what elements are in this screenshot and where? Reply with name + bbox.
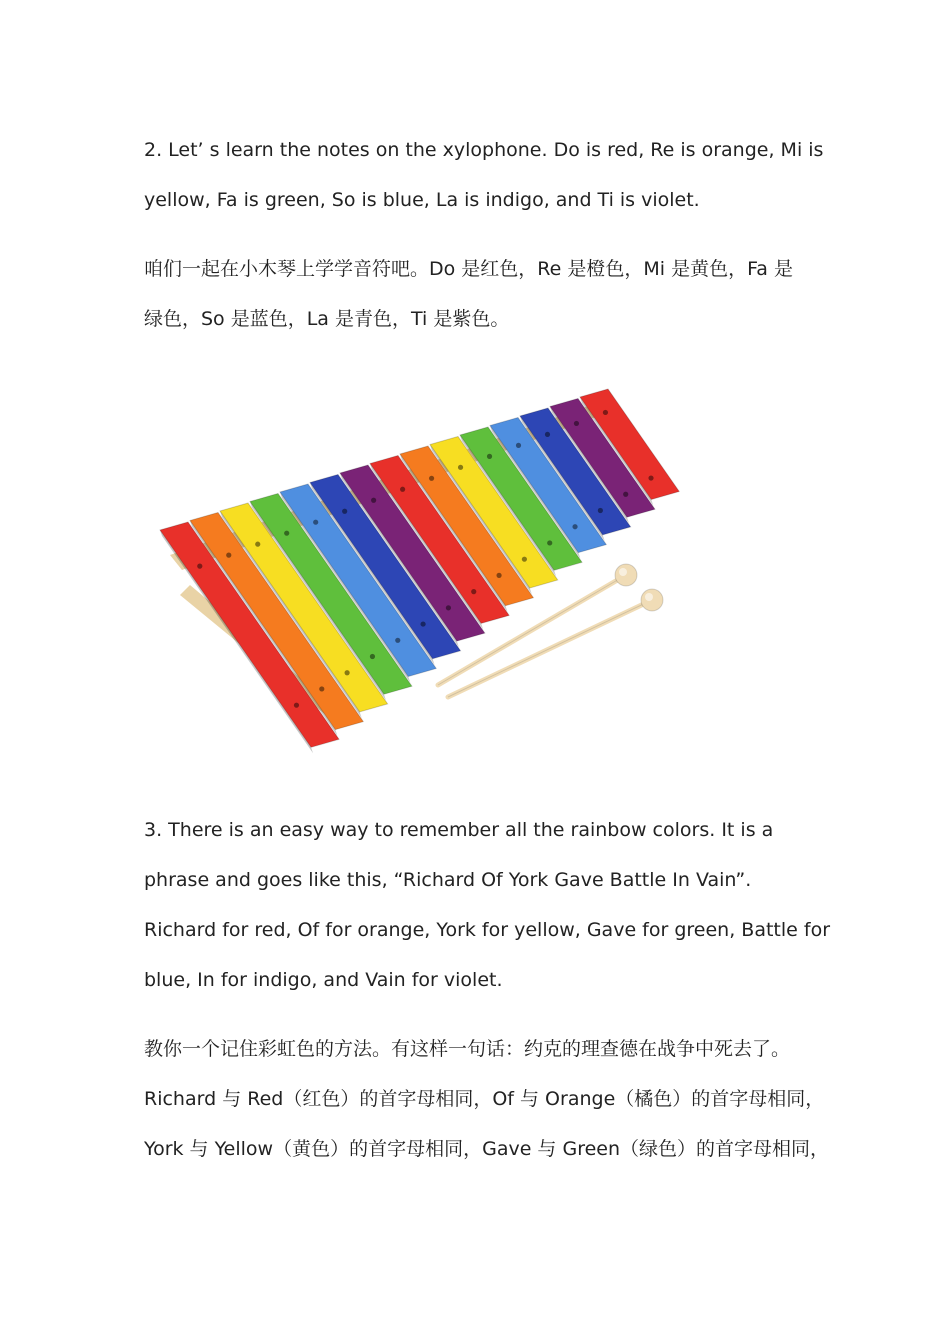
bar-hole [226,553,231,558]
bar-hole [197,564,202,569]
bar-hole [370,654,375,659]
bar-hole [345,670,350,675]
bar-hole [471,589,476,594]
bar-hole [395,638,400,643]
bar-hole [603,410,608,415]
bar-hole [294,703,299,708]
bar-hole [429,476,434,481]
section3-en-line-3: Richard for red, Of for orange, York for yellow, Gave for green, Battle for [144,919,831,941]
section3-zh-line-1: 教你一个记住彩虹色的方法。有这样一句话：约克的理查德在战争中死去了。 [144,1038,791,1060]
bar-hole [623,492,628,497]
bar-hole [342,509,347,514]
bar-hole [574,421,579,426]
section3-zh-line-2: Richard 与 Red（红色）的首字母相同，Of 与 Orange（橘色）的首字母相同， [144,1088,825,1110]
bar-hole [648,475,653,480]
section3-en-line-1: 3. There is an easy way to remember all the rainbow colors. It is a [144,819,774,841]
bar-hole [545,432,550,437]
section3-zh-line-3: York 与 Yellow（黄色）的首字母相同，Gave 与 Green（绿色）的首字母相同， [144,1138,830,1160]
section3-en-line-4: blue, In for indigo, and Vain for violet. [144,969,503,991]
section2-zh-line-1: 咱们一起在小木琴上学学音符吧。Do 是红色，Re 是橙色，Mi 是黄色，Fa 是 [144,258,793,280]
bar-hole [313,520,318,525]
bar-hole [284,531,289,536]
bar-hole [487,454,492,459]
bar-hole [319,686,324,691]
bar-hole [496,573,501,578]
bar-hole [371,498,376,503]
bar-hole [458,465,463,470]
bar-hole [522,557,527,562]
bar-hole [572,524,577,529]
bar-hole [516,443,521,448]
section2-en-line-1: 2. Let’ s learn the notes on the xylophone. Do is red, Re is orange, Mi is [144,139,824,161]
section3-en-line-2: phrase and goes like this, “Richard Of York Gave Battle In Vain”. [144,869,752,891]
xylophone-bars [160,389,679,753]
bar-hole [446,605,451,610]
xylophone-illustration [150,385,690,755]
bar-hole [400,487,405,492]
bar-hole [420,621,425,626]
section2-zh-line-2: 绿色，So 是蓝色，La 是青色，Ti 是紫色。 [144,308,510,330]
bar-hole [547,540,552,545]
bar-hole [598,508,603,513]
section2-en-line-2: yellow, Fa is green, So is blue, La is indigo, and Ti is violet. [144,189,700,211]
bar-hole [255,542,260,547]
